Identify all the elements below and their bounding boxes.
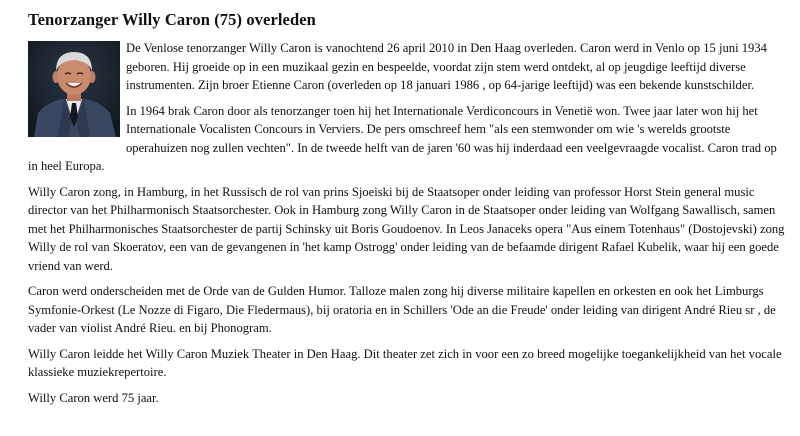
article-title: Tenorzanger Willy Caron (75) overleden (28, 10, 316, 29)
paragraph-3: Willy Caron zong, in Hamburg, in het Russisch de rol van prins Sjoeiski bij de Staatsoper onder leiding van professor Horst Stein general music director van het Philharmonisch Staatsorchester. Ook in Hamburg zong Willy Caron in de Staatsoper onder leiding van Wolfgang Sawallisch, samen met het Philharmonisches Staatsorchester de partij Schinsky uit Boris Goudoenov. In Leos Janaceks opera "Aus einem Totenhaus" (Dostojevski) zong Willy de rol van Skoeratov, een van de gevangenen in 'het kamp Ostrogg' onder leiding van de befaamde dirigent Rafael Kubelik, waar hij een goede vriend van werd. (28, 184, 785, 273)
portrait-icon (28, 41, 120, 137)
paragraph-5: Willy Caron leidde het Willy Caron Muziek Theater in Den Haag. Dit theater zet zich in voor een zo breed mogelijke toegankelijkheid van het vocale klassieke muziekrepertoire. (28, 346, 782, 379)
paragraph-1: De Venlose tenorzanger Willy Caron is vanochtend 26 april 2010 in Den Haag overleden. Caron werd in Venlo op 15 juni 1934 geboren. Hij groeide op in een muzikaal gezin en bespeelde, voordat zijn stem werd ontdekt, al op jeugdige leeftijd diverse instrumenten. Zijn broer Etienne Caron (overleden op 18 januari 1986 , op 64-jarige leeftijd) was een bekende kunstschilder. (126, 41, 767, 92)
paragraph-6: Willy Caron werd 75 jaar. (28, 390, 159, 405)
paragraph-2: In 1964 brak Caron door als tenorzanger toen hij het Internationale Verdiconcours in Venetië won. Twee jaar later won hij het Internationale Vocalisten Concours in Verviers. De pers omschreef hem "als een stemwonder om wie 's werelds grootste operahuizen nog zullen vechten". In de tweede helft van de jaren '60 was hij inderdaad een veelgevraagde vocalist. Caron trad op in heel Europa. (28, 103, 777, 173)
portrait-photo (28, 41, 120, 137)
paragraph-4: Caron werd onderscheiden met de Orde van de Gulden Humor. Talloze malen zong hij diverse militaire kapellen en orkesten en ook het Limburgs Symfonie-Orkest (Le Nozze di Figaro, Die Fledermaus), bij oratoria en in Schillers 'Ode an die Freude' onder leiding van dirigent André Rieu sr , de vader van violist André Rieu. en bij Phonogram. (28, 284, 776, 335)
